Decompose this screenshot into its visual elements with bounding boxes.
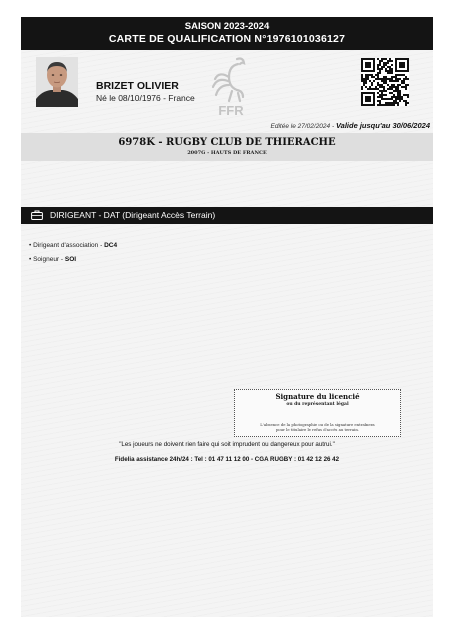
card-header (21, 17, 433, 50)
qr-code-icon (361, 58, 409, 106)
valid-until: Valide jusqu'au 30/06/2024 (335, 121, 430, 130)
player-photo (36, 57, 78, 107)
club-name: 6978K - RUGBY CLUB DE THIERACHE (118, 137, 336, 148)
briefcase-icon (31, 210, 43, 220)
signature-subtitle: ou du représentant légal (286, 402, 349, 407)
ffr-rooster-logo-icon (207, 53, 255, 119)
function-item-soigneur (29, 256, 76, 263)
club-subtitle: 2007G - HAUTS DE FRANCE (187, 150, 267, 156)
card-number: CARTE DE QUALIFICATION N°1976101036127 (108, 33, 346, 45)
function-label: • Soigneur - (29, 256, 65, 263)
signature-title: Signature du licencié (275, 392, 360, 401)
signature-note-line2: pour le titulaire le refus d'accès au terrain. (275, 427, 360, 432)
ffr-logo-text: FFR (218, 103, 244, 118)
edit-date: Editée le 27/02/2024 - (270, 123, 336, 130)
role-title: DIRIGEANT - DAT (Dirigeant Accès Terrain) (50, 210, 216, 220)
signature-box (234, 389, 401, 437)
role-band (21, 207, 433, 224)
signature-note-line1: L'absence de la photographie ou de la signature entraînera (260, 422, 375, 427)
assistance-line: Fidelia assistance 24h/24 : Tel : 01 47 11 12 00 - CGA RUGBY : 01 42 12 26 42 (114, 456, 340, 463)
season-label: SAISON 2023-2024 (184, 21, 270, 32)
club-band (21, 133, 433, 161)
qualification-card (21, 17, 433, 617)
player-name: BRIZET OLIVIER (96, 80, 179, 92)
validity-line (271, 121, 430, 130)
function-label: • Dirigeant d'association - (29, 242, 105, 249)
player-birth: Né le 08/10/1976 - France (96, 93, 195, 103)
function-code: DC4 (104, 242, 118, 249)
function-item-association (29, 242, 117, 249)
function-code: SOI (64, 256, 77, 263)
rules-quote: "Les joueurs ne doivent rien faire qui soit imprudent ou dangereux pour autrui." (119, 441, 335, 448)
